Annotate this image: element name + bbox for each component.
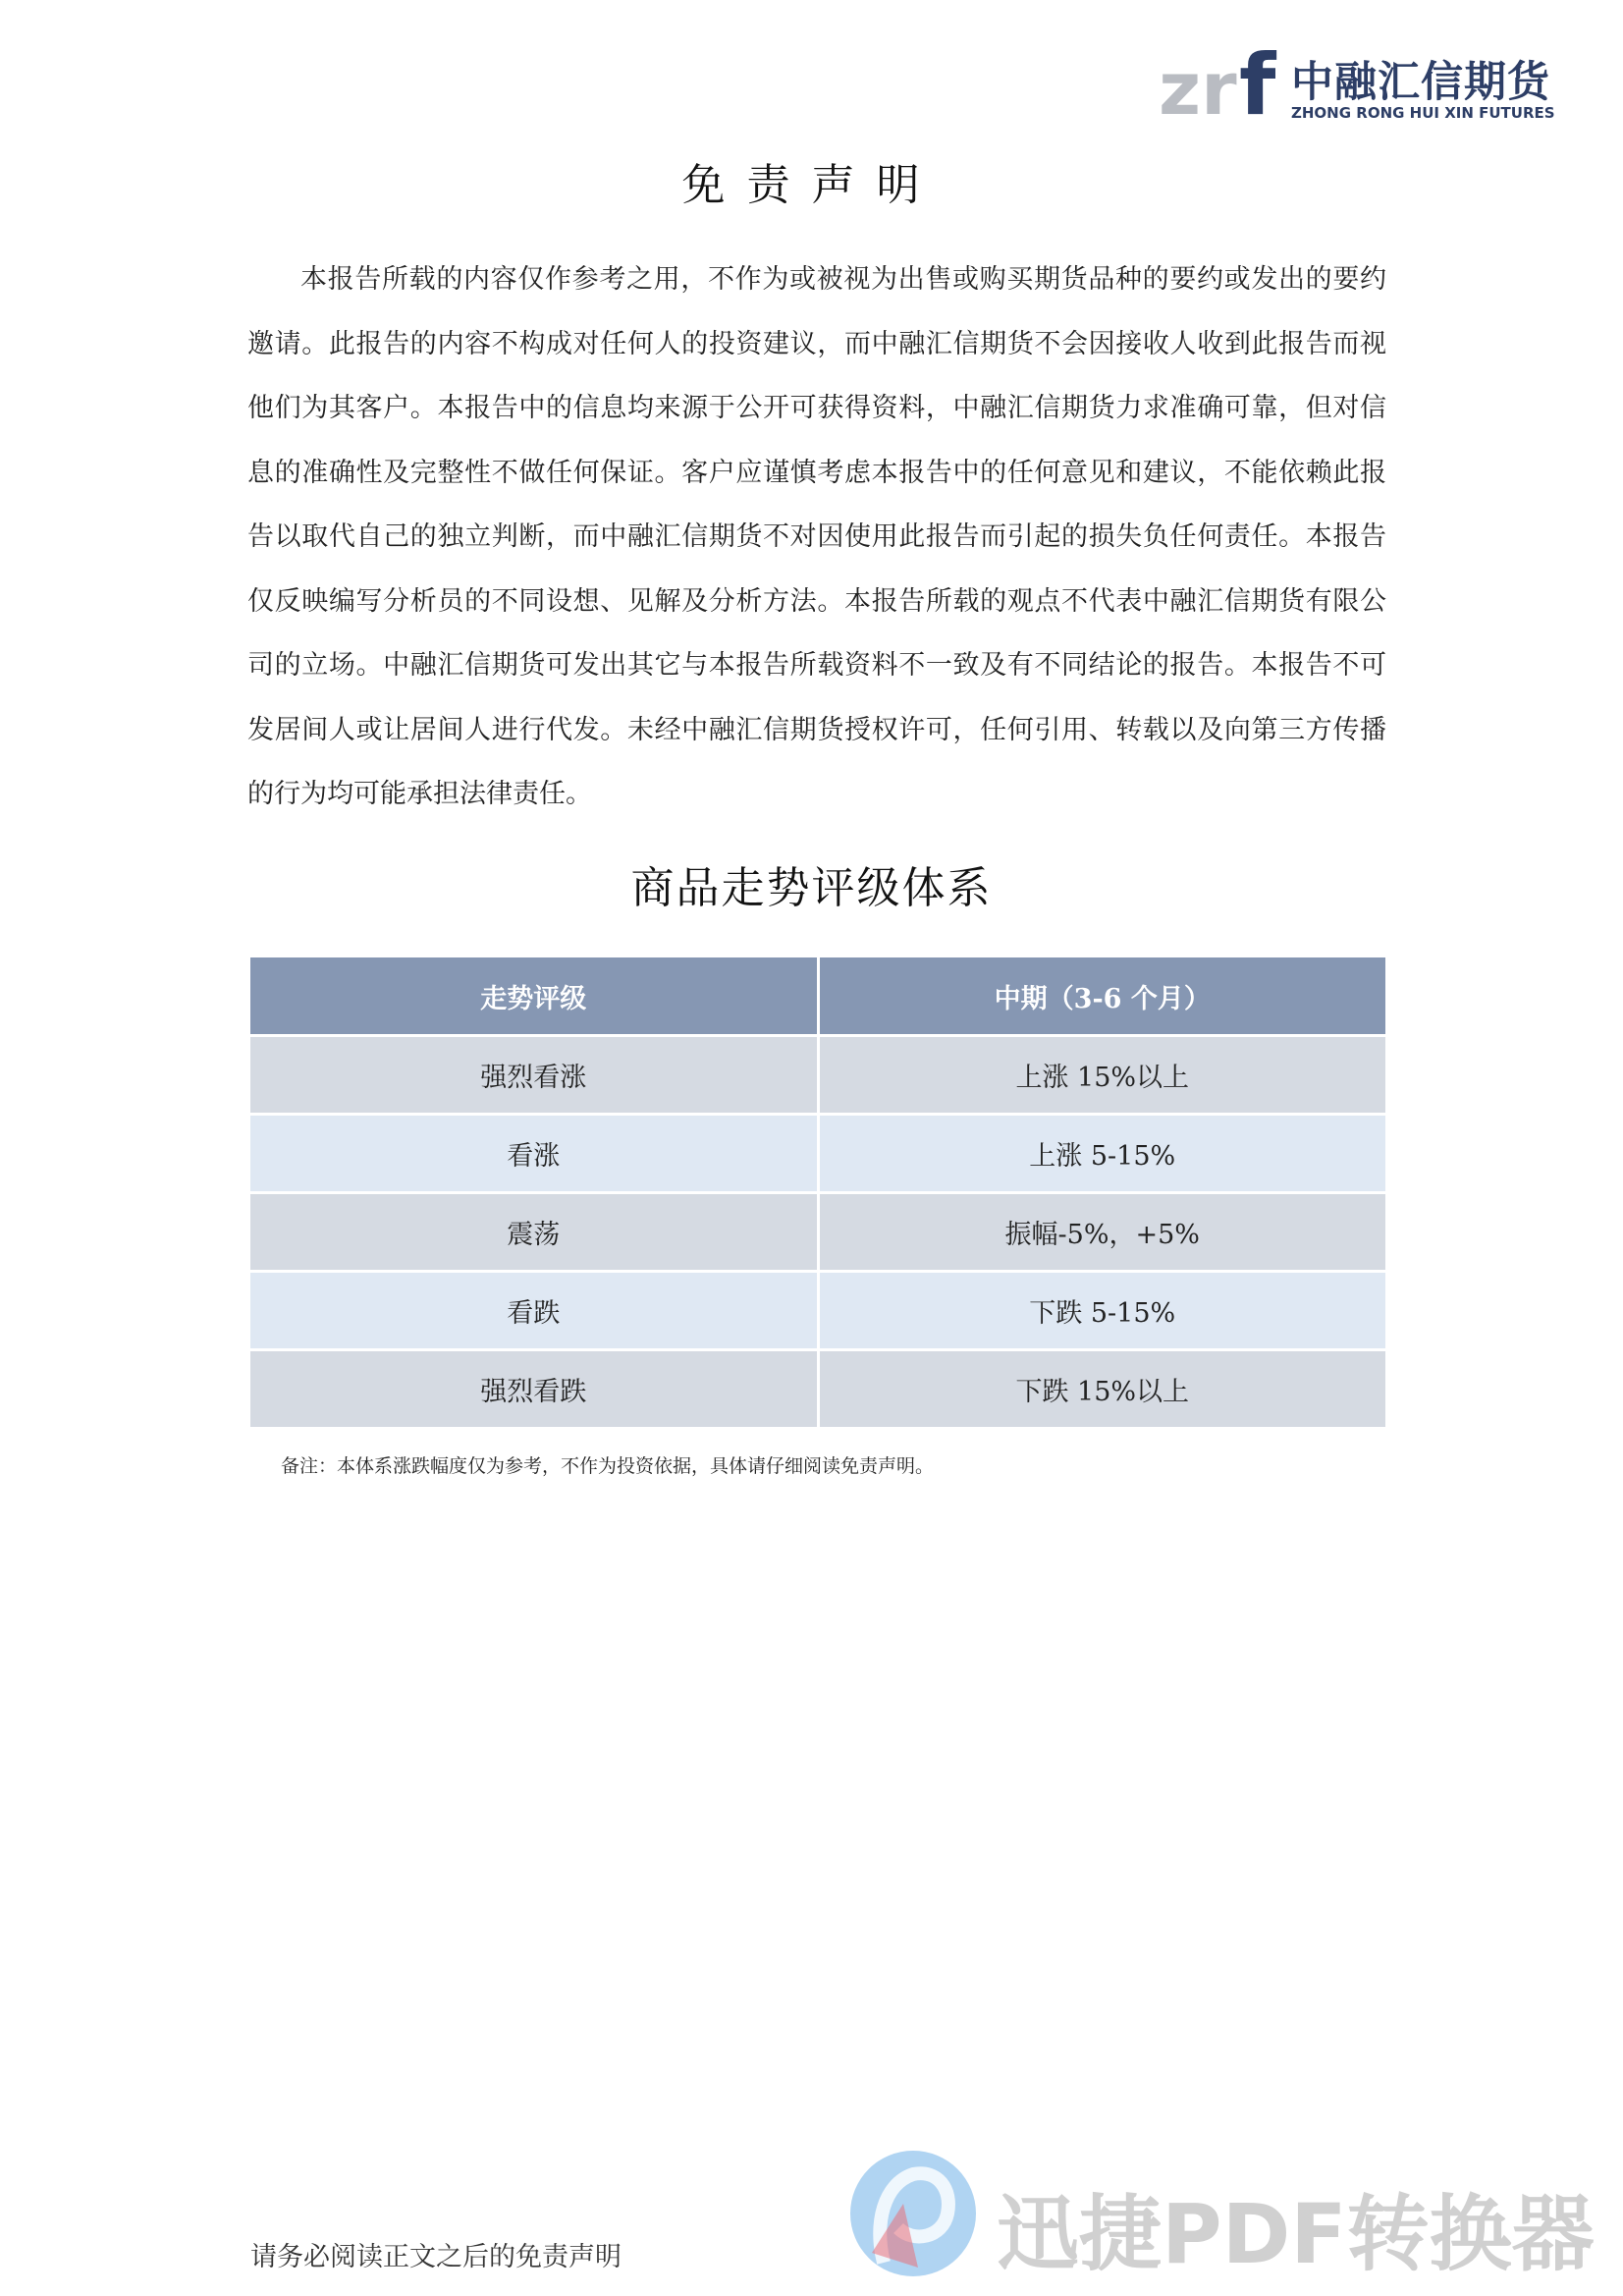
page-footer: 请务必阅读正文之后的免责声明 — [250, 2242, 622, 2272]
table-note: 备注：本体系涨跌幅度仅为参考，不作为投资依据，具体请仔细阅读免责声明。 — [281, 1455, 935, 1477]
rating-table — [247, 955, 1388, 1430]
table-row — [249, 1115, 1387, 1193]
svg-text:zr: zr — [1159, 47, 1237, 122]
pdf-converter-icon — [844, 2145, 982, 2282]
range-cell: 上涨 5-15% — [818, 1115, 1387, 1193]
header-midterm: 中期（3-6 个月） — [818, 957, 1387, 1036]
range-cell: 下跌 5-15% — [818, 1272, 1387, 1350]
watermark-text: 迅捷PDF转换器 — [997, 2186, 1595, 2282]
disclaimer-paragraph: 本报告所载的内容仅作参考之用，不作为或被视为出售或购买期货品种的要约或发出的要约邀请。此报告的内容不构成对任何人的投资建议，而中融汇信期货不会因接收人收到此报告而视他们为其客户。本报告中的信息均来源于公开可获得资料，中融汇信期货力求准确可靠，但对信息的准确性及完整性不做任何保证。客户应谨慎考虑本报告中的任何意见和建议，不能依赖此报告以取代自己的独立判断，而中融汇信期货不对因使用此报告而引起的损失负任何责任。本报告仅反映编写分析员的不同设想、见解及分析方法。本报告所载的观点不代表中融汇信期货有限公司的立场。中融汇信期货可发出其它与本报告所载资料不一致及有不同结论的报告。本报告不可发居间人或让居间人进行代发。未经中融汇信期货授权许可，任何引用、转载以及向第三方传播的行为均可能承担法律责任。 — [247, 264, 1386, 809]
header-rating: 走势评级 — [249, 957, 819, 1036]
logo-english-name: ZHONG RONG HUI XIN FUTURES — [1291, 104, 1555, 122]
znf-logo-icon — [1159, 43, 1286, 122]
disclaimer-body — [247, 247, 1386, 827]
range-cell: 上涨 15%以上 — [818, 1036, 1387, 1115]
table-row — [249, 1193, 1387, 1272]
rating-cell: 强烈看涨 — [249, 1036, 819, 1115]
section-title: 商品走势评级体系 — [630, 863, 993, 913]
table-row — [249, 1272, 1387, 1350]
logo-chinese-name: 中融汇信期货 — [1291, 58, 1550, 107]
rating-cell: 看跌 — [249, 1272, 819, 1350]
rating-cell: 强烈看跌 — [249, 1350, 819, 1429]
company-logo — [1159, 37, 1555, 126]
table-row — [249, 1036, 1387, 1115]
table-row — [249, 1350, 1387, 1429]
svg-text:f: f — [1239, 43, 1276, 122]
range-cell: 下跌 15%以上 — [818, 1350, 1387, 1429]
rating-cell: 震荡 — [249, 1193, 819, 1272]
watermark — [844, 2141, 1610, 2288]
rating-cell: 看涨 — [249, 1115, 819, 1193]
table-header-row — [249, 957, 1387, 1036]
page-title: 免责声明 — [681, 160, 942, 210]
range-cell: 振幅-5%，+5% — [818, 1193, 1387, 1272]
